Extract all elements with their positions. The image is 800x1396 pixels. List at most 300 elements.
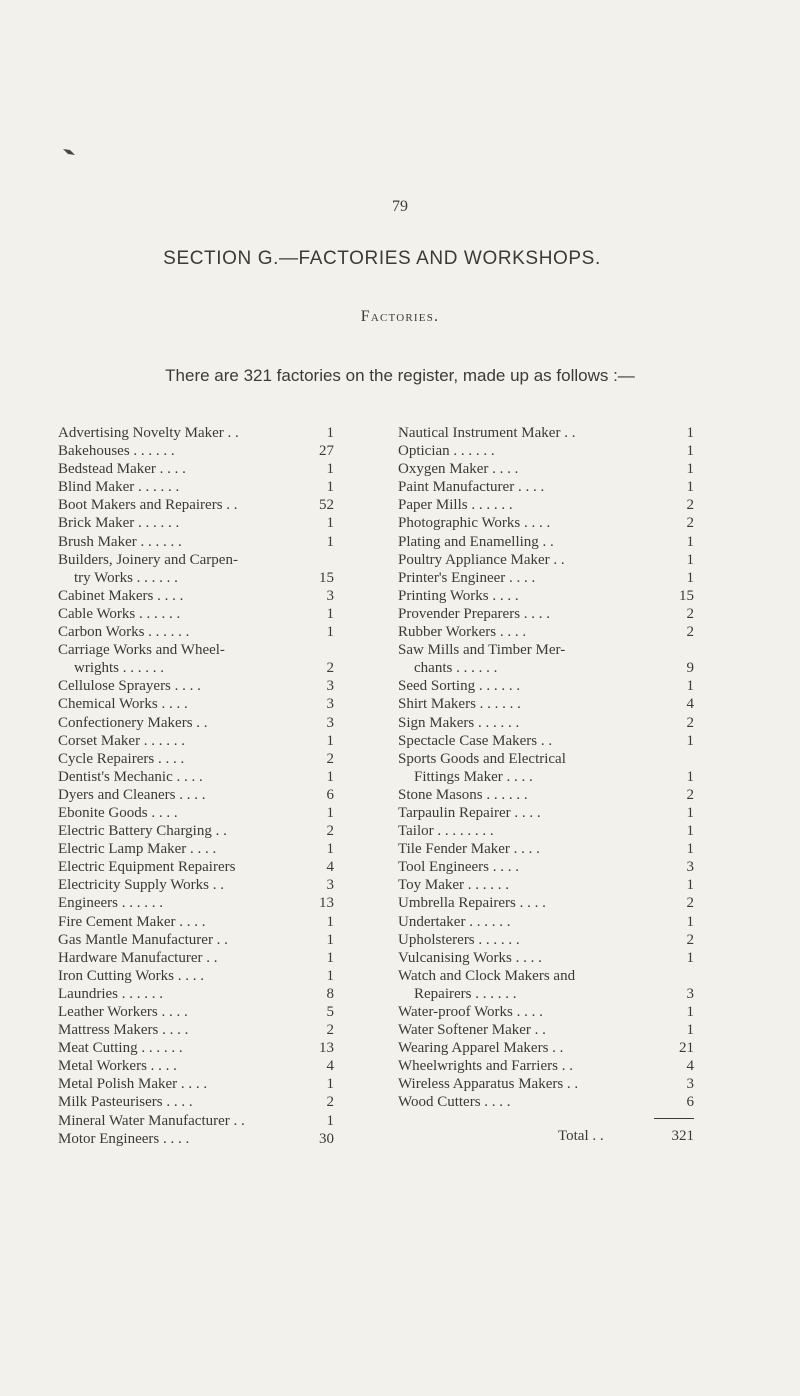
factory-type	[58, 967, 334, 985]
factory-count: 8	[326, 985, 334, 1002]
factory-type-text: Leather Workers . . . .	[58, 1004, 188, 1020]
factory-type-text: Wearing Apparel Makers . .	[398, 1040, 564, 1057]
factory-type-text: Stone Masons . . . . . .	[398, 786, 528, 803]
factory-type	[58, 714, 334, 732]
factory-type-text: Boot Makers and Repairers . .	[58, 497, 238, 514]
factory-count: 1	[326, 931, 334, 948]
factory-type-text: Tile Fender Maker . . . .	[398, 841, 540, 858]
factory-count: 1	[326, 479, 334, 496]
factory-count: 1	[686, 877, 694, 894]
list-item	[398, 786, 694, 804]
factory-type	[398, 840, 694, 858]
factory-type	[398, 695, 694, 713]
factory-type	[398, 858, 694, 876]
page-number: 79	[392, 198, 408, 215]
factory-count: 1	[326, 515, 334, 532]
list-item	[398, 1021, 694, 1039]
factory-type	[58, 551, 334, 587]
factory-type	[58, 949, 334, 967]
factory-type	[58, 876, 334, 894]
factory-type-text: Laundries . . . . . .	[58, 985, 163, 1002]
list-item	[58, 677, 334, 695]
list-item	[58, 1093, 334, 1111]
factory-count: 15	[679, 587, 694, 604]
factory-count: 3	[326, 696, 334, 713]
factory-type	[58, 478, 334, 496]
list-item	[58, 551, 334, 587]
list-item	[398, 533, 694, 551]
factory-type-text: Blind Maker . . . . . .	[58, 479, 180, 496]
factory-list-left	[58, 424, 334, 1148]
factory-count: 1	[686, 551, 694, 568]
list-item	[58, 460, 334, 478]
factory-type-text: Provender Preparers . . . .	[398, 605, 551, 622]
factory-type-text: Chemical Works . . . .	[58, 696, 188, 713]
factory-count: 3	[326, 587, 334, 604]
factory-type-text: Sports Goods and Electrical	[398, 750, 566, 767]
factory-count: 1	[686, 461, 694, 478]
factory-count: 1	[686, 678, 694, 695]
list-item	[398, 1039, 694, 1057]
factory-type	[398, 641, 694, 677]
subtitle: Factories.	[360, 308, 440, 325]
total-rule	[654, 1118, 694, 1127]
list-item	[398, 1003, 694, 1021]
list-item	[58, 1112, 334, 1130]
factory-type	[398, 1093, 694, 1111]
list-item	[58, 1039, 334, 1057]
factory-type-text: Wood Cutters . . . .	[398, 1094, 511, 1111]
list-item	[398, 496, 694, 514]
factory-count: 1	[686, 841, 694, 858]
factory-type-text: Printer's Engineer . . . .	[398, 569, 536, 586]
factory-type	[398, 623, 694, 641]
factory-count: 1	[686, 823, 694, 840]
list-item	[58, 533, 334, 551]
list-item	[58, 695, 334, 713]
factory-count: 4	[326, 859, 334, 876]
factory-count: 2	[686, 605, 694, 622]
list-item	[58, 514, 334, 532]
factory-count: 3	[326, 678, 334, 695]
factory-type-text: Electric Equipment Repairers	[58, 859, 236, 876]
list-item	[398, 876, 694, 894]
factory-type	[58, 496, 334, 514]
factory-count: 2	[686, 515, 694, 532]
factory-type	[398, 460, 694, 478]
list-item	[58, 768, 334, 786]
factory-type	[58, 1039, 334, 1057]
factory-count: 1	[326, 533, 334, 550]
list-item	[58, 1075, 334, 1093]
list-item	[398, 641, 694, 677]
factory-type	[398, 677, 694, 695]
factory-type-text: Metal Workers . . . .	[58, 1058, 177, 1075]
factory-type-text: Toy Maker . . . . . .	[398, 877, 510, 894]
factory-type-text: Rubber Workers . . . .	[398, 624, 527, 641]
factory-count: 1	[326, 804, 334, 821]
list-item	[58, 840, 334, 858]
factory-type-text: Gas Mantle Manufacturer . .	[58, 931, 228, 948]
factory-type	[58, 822, 334, 840]
factory-type	[58, 768, 334, 786]
list-item	[58, 894, 334, 912]
list-item	[58, 605, 334, 623]
factory-type	[58, 677, 334, 695]
factory-type-text: Saw Mills and Timber Mer-	[398, 642, 566, 659]
factory-type-text: Wheelwrights and Farriers . .	[398, 1058, 573, 1075]
list-item	[398, 858, 694, 876]
list-item	[398, 424, 694, 442]
factory-count: 1	[326, 768, 334, 785]
factory-count: 3	[326, 714, 334, 731]
factory-type-text: Motor Engineers . . . .	[58, 1130, 190, 1147]
factory-count: 52	[319, 497, 334, 514]
list-item	[58, 478, 334, 496]
list-item	[58, 587, 334, 605]
factory-type	[58, 641, 334, 677]
factory-type	[398, 750, 694, 786]
intro-text: There are 321 factories on the register, made up as follows :—	[165, 366, 635, 385]
factory-type	[398, 442, 694, 460]
factory-type-text: Plating and Enamelling . .	[398, 533, 554, 550]
total-row	[398, 1127, 694, 1145]
factory-count: 1	[686, 569, 694, 586]
factory-count: 4	[686, 1058, 694, 1075]
list-item	[58, 876, 334, 894]
factory-type-text: Upholsterers . . . . . .	[398, 931, 520, 948]
factory-count: 27	[319, 443, 334, 460]
factory-count: 1	[686, 425, 694, 441]
factory-count: 6	[686, 1094, 694, 1111]
factory-count: 1	[686, 443, 694, 460]
factory-type-text: Mattress Makers . . . .	[58, 1022, 189, 1039]
list-item	[58, 641, 334, 677]
factory-type-text: Cycle Repairers . . . .	[58, 750, 185, 767]
factory-count: 3	[686, 985, 694, 1002]
list-item	[398, 750, 694, 786]
total-count: 321	[671, 1127, 694, 1144]
factory-type	[398, 931, 694, 949]
factory-type-text: Paint Manufacturer . . . .	[398, 479, 545, 496]
factory-type-text: Shirt Makers . . . . . .	[398, 696, 521, 713]
factory-type	[398, 587, 694, 605]
list-item	[398, 695, 694, 713]
factory-type-text: Hardware Manufacturer . .	[58, 949, 218, 966]
factory-count: 13	[319, 895, 334, 912]
factory-type	[398, 551, 694, 569]
factory-type	[398, 496, 694, 514]
list-item	[58, 1057, 334, 1075]
factory-count: 2	[686, 497, 694, 514]
list-item	[58, 931, 334, 949]
factory-count: 4	[326, 1058, 334, 1075]
factory-type	[58, 786, 334, 804]
factory-type-text: Dyers and Cleaners . . . .	[58, 786, 206, 803]
factory-type	[398, 1039, 694, 1057]
factory-type-text: Cellulose Sprayers . . . .	[58, 678, 201, 695]
factory-type	[398, 1003, 694, 1021]
list-item	[398, 732, 694, 750]
list-item	[398, 894, 694, 912]
factory-type	[58, 913, 334, 931]
factory-type-text: Bakehouses . . . . . .	[58, 443, 175, 460]
factory-type	[58, 1130, 334, 1148]
factory-type	[398, 1057, 694, 1075]
factory-type-text: Printing Works . . . .	[398, 587, 519, 604]
factory-count: 1	[326, 841, 334, 858]
factory-type-text: Oxygen Maker . . . .	[398, 461, 519, 478]
factory-count: 1	[326, 1076, 334, 1093]
factory-count: 2	[686, 786, 694, 803]
factory-type	[58, 460, 334, 478]
factory-list-right	[398, 424, 694, 1145]
factory-type	[398, 478, 694, 496]
list-item	[398, 931, 694, 949]
factory-count: 5	[326, 1004, 334, 1020]
factory-type	[58, 1093, 334, 1111]
factory-type-text: Umbrella Repairers . . . .	[398, 895, 546, 912]
factory-count: 1	[686, 732, 694, 749]
factory-type-text: Water Softener Maker . .	[398, 1022, 546, 1039]
factory-count: 1	[326, 461, 334, 478]
factory-type-continuation: Repairers . . . . . .	[414, 985, 517, 1002]
factory-type	[398, 424, 694, 442]
factory-type-text: Corset Maker . . . . . .	[58, 732, 186, 749]
list-item	[398, 478, 694, 496]
ink-mark	[62, 148, 76, 156]
factory-type	[58, 858, 334, 876]
factory-type	[58, 732, 334, 750]
factory-count: 2	[326, 660, 334, 677]
factory-type	[398, 714, 694, 732]
factory-count: 1	[326, 949, 334, 966]
list-item	[398, 1093, 694, 1111]
factory-type-text: Water-proof Works . . . .	[398, 1004, 543, 1020]
factory-count: 2	[326, 1094, 334, 1111]
list-item	[398, 822, 694, 840]
factory-type-text: Seed Sorting . . . . . .	[398, 678, 521, 695]
list-item	[398, 949, 694, 967]
factory-type	[58, 587, 334, 605]
list-item	[398, 967, 694, 1003]
factory-type	[398, 786, 694, 804]
factory-count: 2	[686, 624, 694, 641]
factory-type-text: Poultry Appliance Maker . .	[398, 551, 565, 568]
factory-type-text: Nautical Instrument Maker . .	[398, 425, 576, 441]
factory-type-text: Carbon Works . . . . . .	[58, 624, 190, 641]
factory-type	[58, 894, 334, 912]
list-item	[398, 623, 694, 641]
list-item	[58, 750, 334, 768]
factory-type-text: Vulcanising Works . . . .	[398, 949, 542, 966]
factory-count: 3	[686, 859, 694, 876]
factory-count: 4	[686, 696, 694, 713]
factory-count: 1	[326, 913, 334, 930]
list-item	[398, 605, 694, 623]
factory-count: 9	[686, 660, 694, 677]
factory-type-text: Bedstead Maker . . . .	[58, 461, 186, 478]
list-item	[58, 442, 334, 460]
factory-type-text: Photographic Works . . . .	[398, 515, 551, 532]
list-item	[58, 858, 334, 876]
list-item	[58, 424, 334, 442]
factory-type-text: Cabinet Makers . . . .	[58, 587, 184, 604]
factory-type-text: Advertising Novelty Maker . .	[58, 425, 239, 441]
factory-type	[58, 424, 334, 442]
factory-type-text: Mineral Water Manufacturer . .	[58, 1112, 245, 1129]
factory-count: 6	[326, 786, 334, 803]
factory-type-text: Tailor . . . . . . . .	[398, 823, 494, 840]
factory-type	[58, 1075, 334, 1093]
list-item	[398, 804, 694, 822]
factory-count: 1	[686, 804, 694, 821]
factory-type-text: Confectionery Makers . .	[58, 714, 208, 731]
list-item	[58, 1130, 334, 1148]
factory-count: 1	[326, 1112, 334, 1129]
list-item	[58, 804, 334, 822]
factory-count: 1	[326, 605, 334, 622]
factory-type	[58, 1112, 334, 1130]
factory-type-continuation: try Works . . . . . .	[74, 569, 178, 586]
list-item	[398, 442, 694, 460]
factory-count: 1	[686, 533, 694, 550]
factory-type	[398, 804, 694, 822]
factory-type	[58, 985, 334, 1003]
factory-type	[58, 1021, 334, 1039]
factory-count: 1	[686, 949, 694, 966]
factory-type-text: Dentist's Mechanic . . . .	[58, 768, 203, 785]
factory-type	[58, 605, 334, 623]
factory-type-text: Engineers . . . . . .	[58, 895, 163, 912]
list-item	[398, 460, 694, 478]
list-item	[398, 569, 694, 587]
factory-count: 1	[326, 624, 334, 641]
factory-count: 2	[326, 1022, 334, 1039]
factory-count: 1	[326, 732, 334, 749]
factory-type	[398, 732, 694, 750]
factory-type-text: Meat Cutting . . . . . .	[58, 1040, 183, 1057]
factory-type-text: Builders, Joinery and Carpen-	[58, 551, 238, 568]
factory-type-text: Sign Makers . . . . . .	[398, 714, 520, 731]
factory-type-text: Cable Works . . . . . .	[58, 605, 181, 622]
factory-type-continuation: Fittings Maker . . . .	[414, 768, 533, 785]
factory-type	[58, 533, 334, 551]
list-item	[58, 913, 334, 931]
factory-type	[398, 1075, 694, 1093]
factory-type-text: Fire Cement Maker . . . .	[58, 913, 206, 930]
factory-count: 1	[686, 1004, 694, 1020]
factory-type	[398, 949, 694, 967]
factory-type	[58, 804, 334, 822]
factory-count: 3	[326, 877, 334, 894]
factory-type-text: Metal Polish Maker . . . .	[58, 1076, 208, 1093]
factory-type-text: Optician . . . . . .	[398, 443, 495, 460]
list-item	[398, 840, 694, 858]
factory-count: 1	[326, 967, 334, 984]
list-item	[398, 1075, 694, 1093]
factory-type	[398, 913, 694, 931]
factory-type-text: Milk Pasteurisers . . . .	[58, 1094, 193, 1111]
list-item	[398, 714, 694, 732]
factory-type	[398, 894, 694, 912]
factory-count: 2	[326, 823, 334, 840]
factory-type-text: Tarpaulin Repairer . . . .	[398, 804, 541, 821]
factory-type-text: Electricity Supply Works . .	[58, 877, 224, 894]
factory-type-text: Brush Maker . . . . . .	[58, 533, 182, 550]
factory-count: 2	[686, 931, 694, 948]
factory-count: 2	[686, 714, 694, 731]
factory-type	[58, 931, 334, 949]
factory-type	[398, 822, 694, 840]
factory-type	[58, 1003, 334, 1021]
list-item	[58, 623, 334, 641]
factory-type	[398, 533, 694, 551]
factory-type	[58, 514, 334, 532]
factory-count: 1	[686, 913, 694, 930]
factory-count: 2	[686, 895, 694, 912]
list-item	[58, 714, 334, 732]
factory-count: 15	[319, 569, 334, 586]
factory-count: 2	[326, 750, 334, 767]
factory-type	[58, 623, 334, 641]
factory-count: 21	[679, 1040, 694, 1057]
factory-type-text: Tool Engineers . . . .	[398, 859, 520, 876]
factory-type-text: Brick Maker . . . . . .	[58, 515, 180, 532]
factory-type-text: Paper Mills . . . . . .	[398, 497, 513, 514]
factory-type	[58, 442, 334, 460]
factory-type	[58, 695, 334, 713]
factory-type-text: Electric Battery Charging . .	[58, 823, 227, 840]
section-title: SECTION G.—FACTORIES AND WORKSHOPS.	[163, 248, 601, 269]
list-item	[398, 677, 694, 695]
factory-type-text: Undertaker . . . . . .	[398, 913, 511, 930]
factory-type-text: Ebonite Goods . . . .	[58, 804, 178, 821]
factory-type	[398, 1021, 694, 1039]
list-item	[58, 822, 334, 840]
factory-type	[398, 514, 694, 532]
factory-type-text: Spectacle Case Makers . .	[398, 732, 553, 749]
list-item	[58, 1021, 334, 1039]
factory-type	[398, 569, 694, 587]
list-item	[398, 551, 694, 569]
factory-type-text: Carriage Works and Wheel-	[58, 642, 225, 659]
factory-type-text: Iron Cutting Works . . . .	[58, 967, 205, 984]
factory-type	[58, 750, 334, 768]
factory-count: 30	[319, 1130, 334, 1147]
list-item	[58, 985, 334, 1003]
factory-count: 1	[686, 1022, 694, 1039]
list-item	[58, 1003, 334, 1021]
list-item	[398, 587, 694, 605]
list-item	[58, 732, 334, 750]
factory-type-text: Electric Lamp Maker . . . .	[58, 841, 217, 858]
list-item	[398, 514, 694, 532]
factory-type-text: Wireless Apparatus Makers . .	[398, 1076, 579, 1093]
factory-type	[398, 967, 694, 1003]
list-item	[58, 786, 334, 804]
factory-type	[58, 1057, 334, 1075]
factory-count: 13	[319, 1040, 334, 1057]
factory-type-text: Watch and Clock Makers and	[398, 967, 576, 984]
list-item	[58, 967, 334, 985]
factory-count: 1	[686, 479, 694, 496]
factory-type	[58, 840, 334, 858]
list-item	[58, 949, 334, 967]
factory-type	[398, 605, 694, 623]
list-item	[58, 496, 334, 514]
factory-type-continuation: chants . . . . . .	[414, 660, 498, 677]
